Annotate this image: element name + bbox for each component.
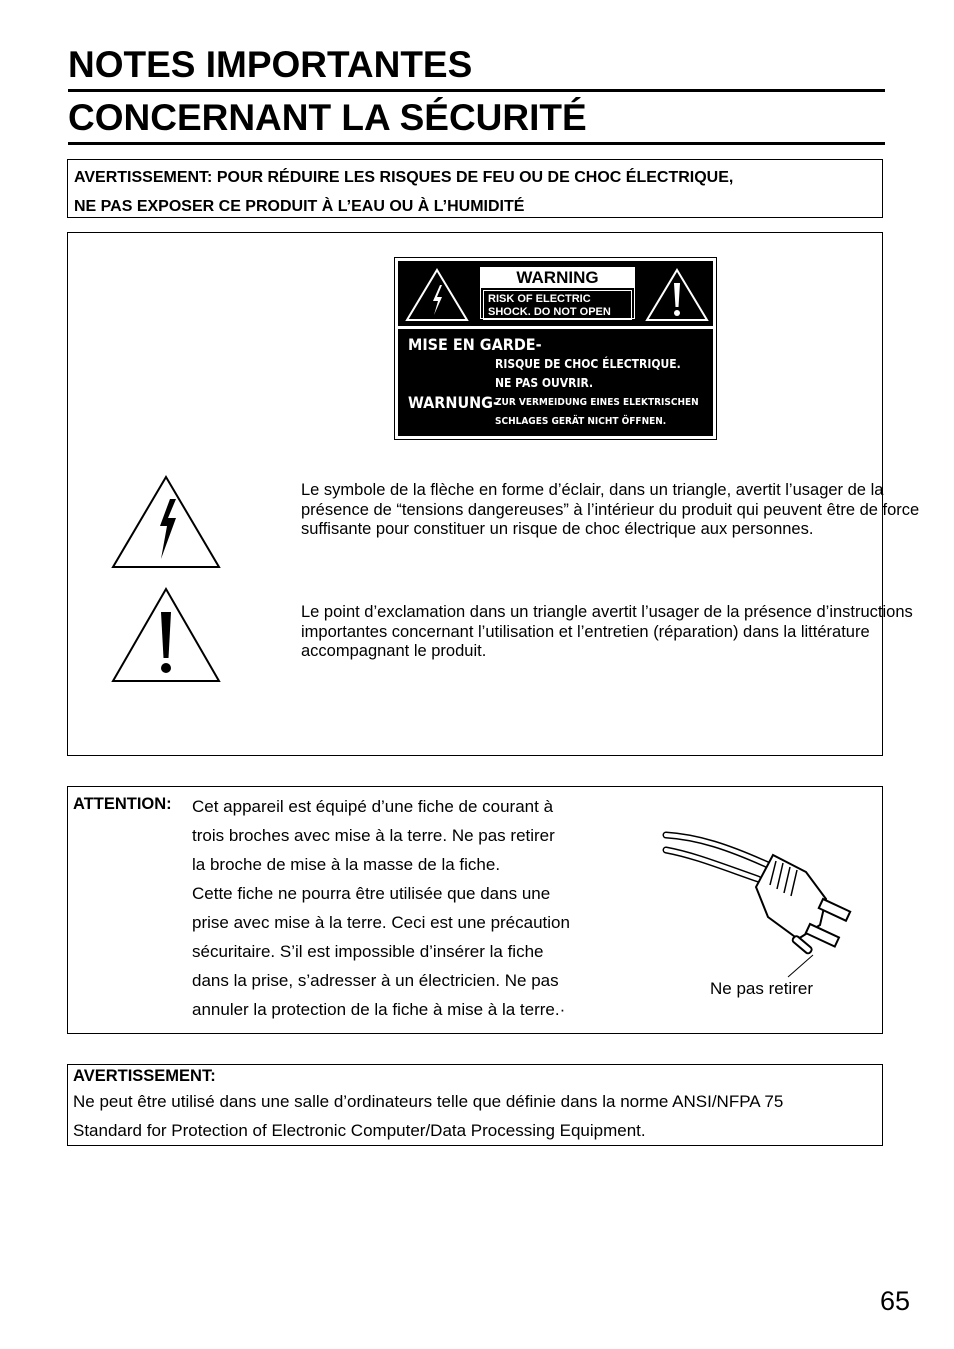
lightning-description: Le symbole de la flèche en forme d’éclair, dans un triangle, avertit l’usager de la présence de “tensions dangereuses” à l’intérieur du produit qui peuvent être de force suffisante pour constituer un risque de choc électrique aux personnes. [301,481,920,538]
exclamation-symbol-icon [110,586,222,684]
risk-line2: SHOCK. DO NOT OPEN [488,306,611,318]
exclamation-description: Le point d’exclamation dans un triangle avertit l’usager de la présence d’instructions importantes concernant l’utilisation et l’entretien (réparation) dans la littérature accompagnant le produit. [301,603,913,660]
attention-box [67,786,883,1034]
ne-pas-ouvrir-line: NE PAS OUVRIR. [495,376,594,390]
attention-label: ATTENTION: [73,795,172,813]
title-rule-2 [68,142,885,145]
final-warning-line1: Ne peut être utilisé dans une salle d’ordinateurs telle que définie dans la norme ANSI/NFPA 75 [73,1092,784,1111]
page-title-line2: CONCERNANT LA SÉCURITÉ [68,97,587,138]
plug-caption: Ne pas retirer [710,979,813,998]
lightning-symbol-icon [110,474,222,570]
mise-en-garde: MISE EN GARDE- [408,335,542,354]
warning-box [480,267,635,319]
top-warning-line2: NE PAS EXPOSER CE PRODUIT À L’EAU OU À L’HUMIDITÉ [74,198,525,215]
title-rule-1 [68,89,885,92]
final-warning-heading: AVERTISSEMENT: [73,1067,216,1085]
warning-risk [483,290,632,320]
schlages-line: SCHLAGES GERÄT NICHT ÖFFNEN. [495,416,667,427]
attention-line: dans la prise, s’adresser à un électricien. Ne pas [192,971,559,990]
attention-text [192,792,642,1024]
attention-line: la broche de mise à la masse de la fiche. [192,855,501,874]
lightning-triangle-icon [404,267,470,323]
grounded-plug-icon [658,817,858,982]
caution-label [394,257,717,440]
warnung: WARNUNG- [408,393,499,412]
top-warning-box [67,159,883,218]
exclamation-triangle-icon [644,267,710,323]
page-title-line1: NOTES IMPORTANTES [68,44,473,85]
zur-line: ZUR VERMEIDUNG EINES ELEKTRISCHEN [495,397,699,408]
risk-line1: RISK OF ELECTRIC [488,293,591,305]
label-divider [398,326,713,329]
risque-line: RISQUE DE CHOC ÉLECTRIQUE. [495,357,681,371]
final-warning-box [67,1064,883,1146]
attention-line: Cet appareil est équipé d’une fiche de courant à [192,797,554,816]
page-number: 65 [880,1286,911,1316]
attention-line: annuler la protection de la fiche à mise à la terre.· [192,1000,566,1019]
warning-heading: WARNING [481,268,634,288]
attention-line: prise avec mise à la terre. Ceci est une précaution [192,913,570,932]
attention-line: sécuritaire. S’il est impossible d’insérer la fiche [192,942,544,961]
symbols-box [67,232,920,756]
top-warning-line1: AVERTISSEMENT: POUR RÉDUIRE LES RISQUES DE FEU OU DE CHOC ÉLECTRIQUE, [74,169,734,186]
final-warning-line2: Standard for Protection of Electronic Computer/Data Processing Equipment. [73,1121,646,1140]
attention-line: Cette fiche ne pourra être utilisée que dans une [192,884,551,903]
attention-line: trois broches avec mise à la terre. Ne pas retirer [192,826,555,845]
